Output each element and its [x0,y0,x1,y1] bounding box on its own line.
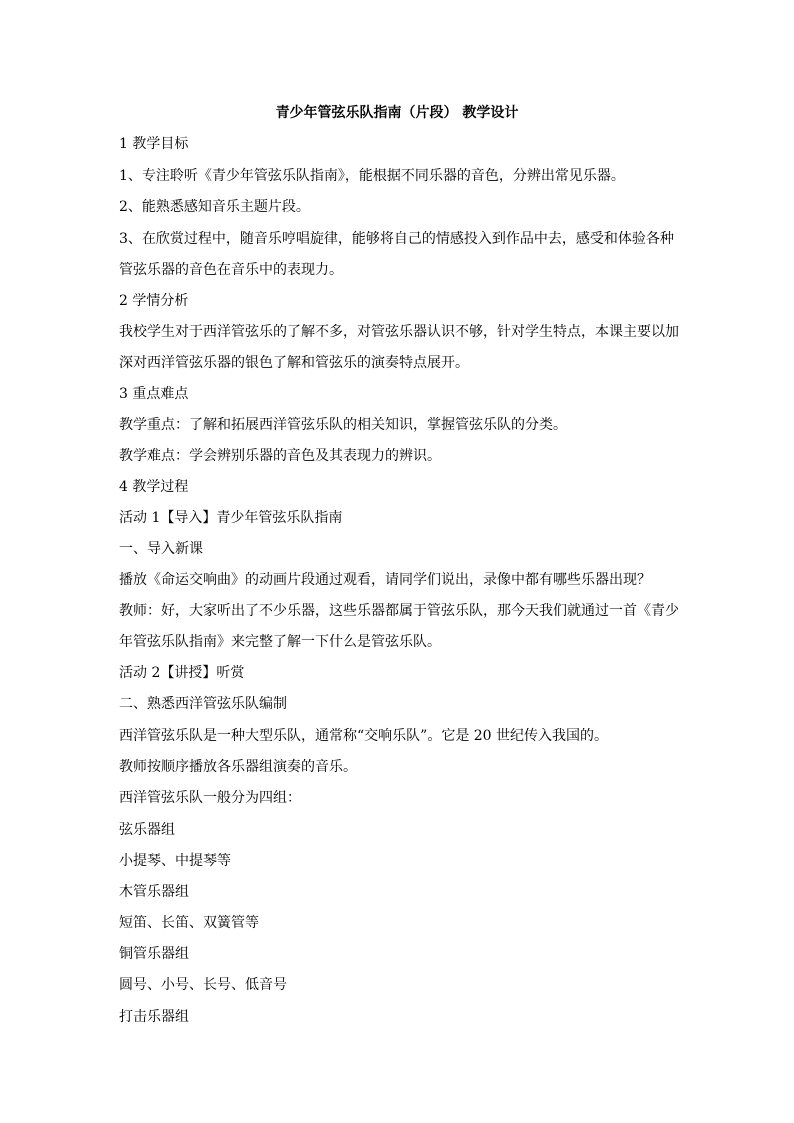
paragraph-line: 1、专注聆听《青少年管弦乐队指南》，能根据不同乐器的音色，分辨出常见乐器。 [119,168,625,184]
list-item: 小提琴、中提琴等 [119,853,231,869]
paragraph-line: 教师按顺序播放各乐器组演奏的音乐。 [119,759,357,775]
paragraph-line: 我校学生对于西洋管弦乐的了解不多，对管弦乐器认识不够，针对学生特点，本课主要以加 [119,324,679,340]
list-item: 打击乐器组 [119,1009,189,1025]
section-heading-objectives: 1 教学目标 [119,136,189,152]
subsection-heading: 一、导入新课 [119,541,203,557]
paragraph-line: 西洋管弦乐队一般分为四组： [119,790,301,806]
section-heading-key-points: 3 重点难点 [119,386,189,402]
list-item: 弦乐器组 [119,822,175,838]
paragraph-line: 深对西洋管弦乐器的银色了解和管弦乐的演奏特点展开。 [119,355,469,371]
activity-heading: 活动 2【讲授】听赏 [119,665,245,681]
paragraph-line: 3、在欣赏过程中，随音乐哼唱旋律，能够将自己的情感投入到作品中去，感受和体验各种 [119,231,674,247]
document-title: 青少年管弦乐队指南（片段） 教学设计 [275,105,519,121]
activity-heading: 活动 1【导入】青少年管弦乐队指南 [119,510,343,526]
section-heading-analysis: 2 学情分析 [119,293,189,309]
paragraph-line: 年管弦乐队指南》来完整了解一下什么是管弦乐队。 [119,634,441,650]
paragraph-line: 西洋管弦乐队是一种大型乐队，通常称“交响乐队”。它是 20 世纪传入我国的。 [119,728,609,744]
list-item: 铜管乐器组 [119,946,189,962]
paragraph-line: 管弦乐器的音色在音乐中的表现力。 [119,262,343,278]
list-item: 短笛、长笛、双簧管等 [119,915,259,931]
list-item: 圆号、小号、长号、低音号 [119,977,287,993]
list-item: 木管乐器组 [119,884,189,900]
paragraph-line: 教学难点：学会辨别乐器的音色及其表现力的辨识。 [119,448,441,464]
paragraph-line: 播放《命运交响曲》的动画片段通过观看，请同学们说出，录像中都有哪些乐器出现？ [119,572,651,588]
section-heading-process: 4 教学过程 [119,479,189,495]
subsection-heading: 二、熟悉西洋管弦乐队编制 [119,696,287,712]
paragraph-line: 教师：好，大家听出了不少乐器，这些乐器都属于管弦乐队，那今天我们就通过一首《青少 [119,603,679,619]
paragraph-line: 教学重点：了解和拓展西洋管弦乐队的相关知识，掌握管弦乐队的分类。 [119,417,567,433]
paragraph-line: 2、能熟悉感知音乐主题片段。 [119,199,310,215]
